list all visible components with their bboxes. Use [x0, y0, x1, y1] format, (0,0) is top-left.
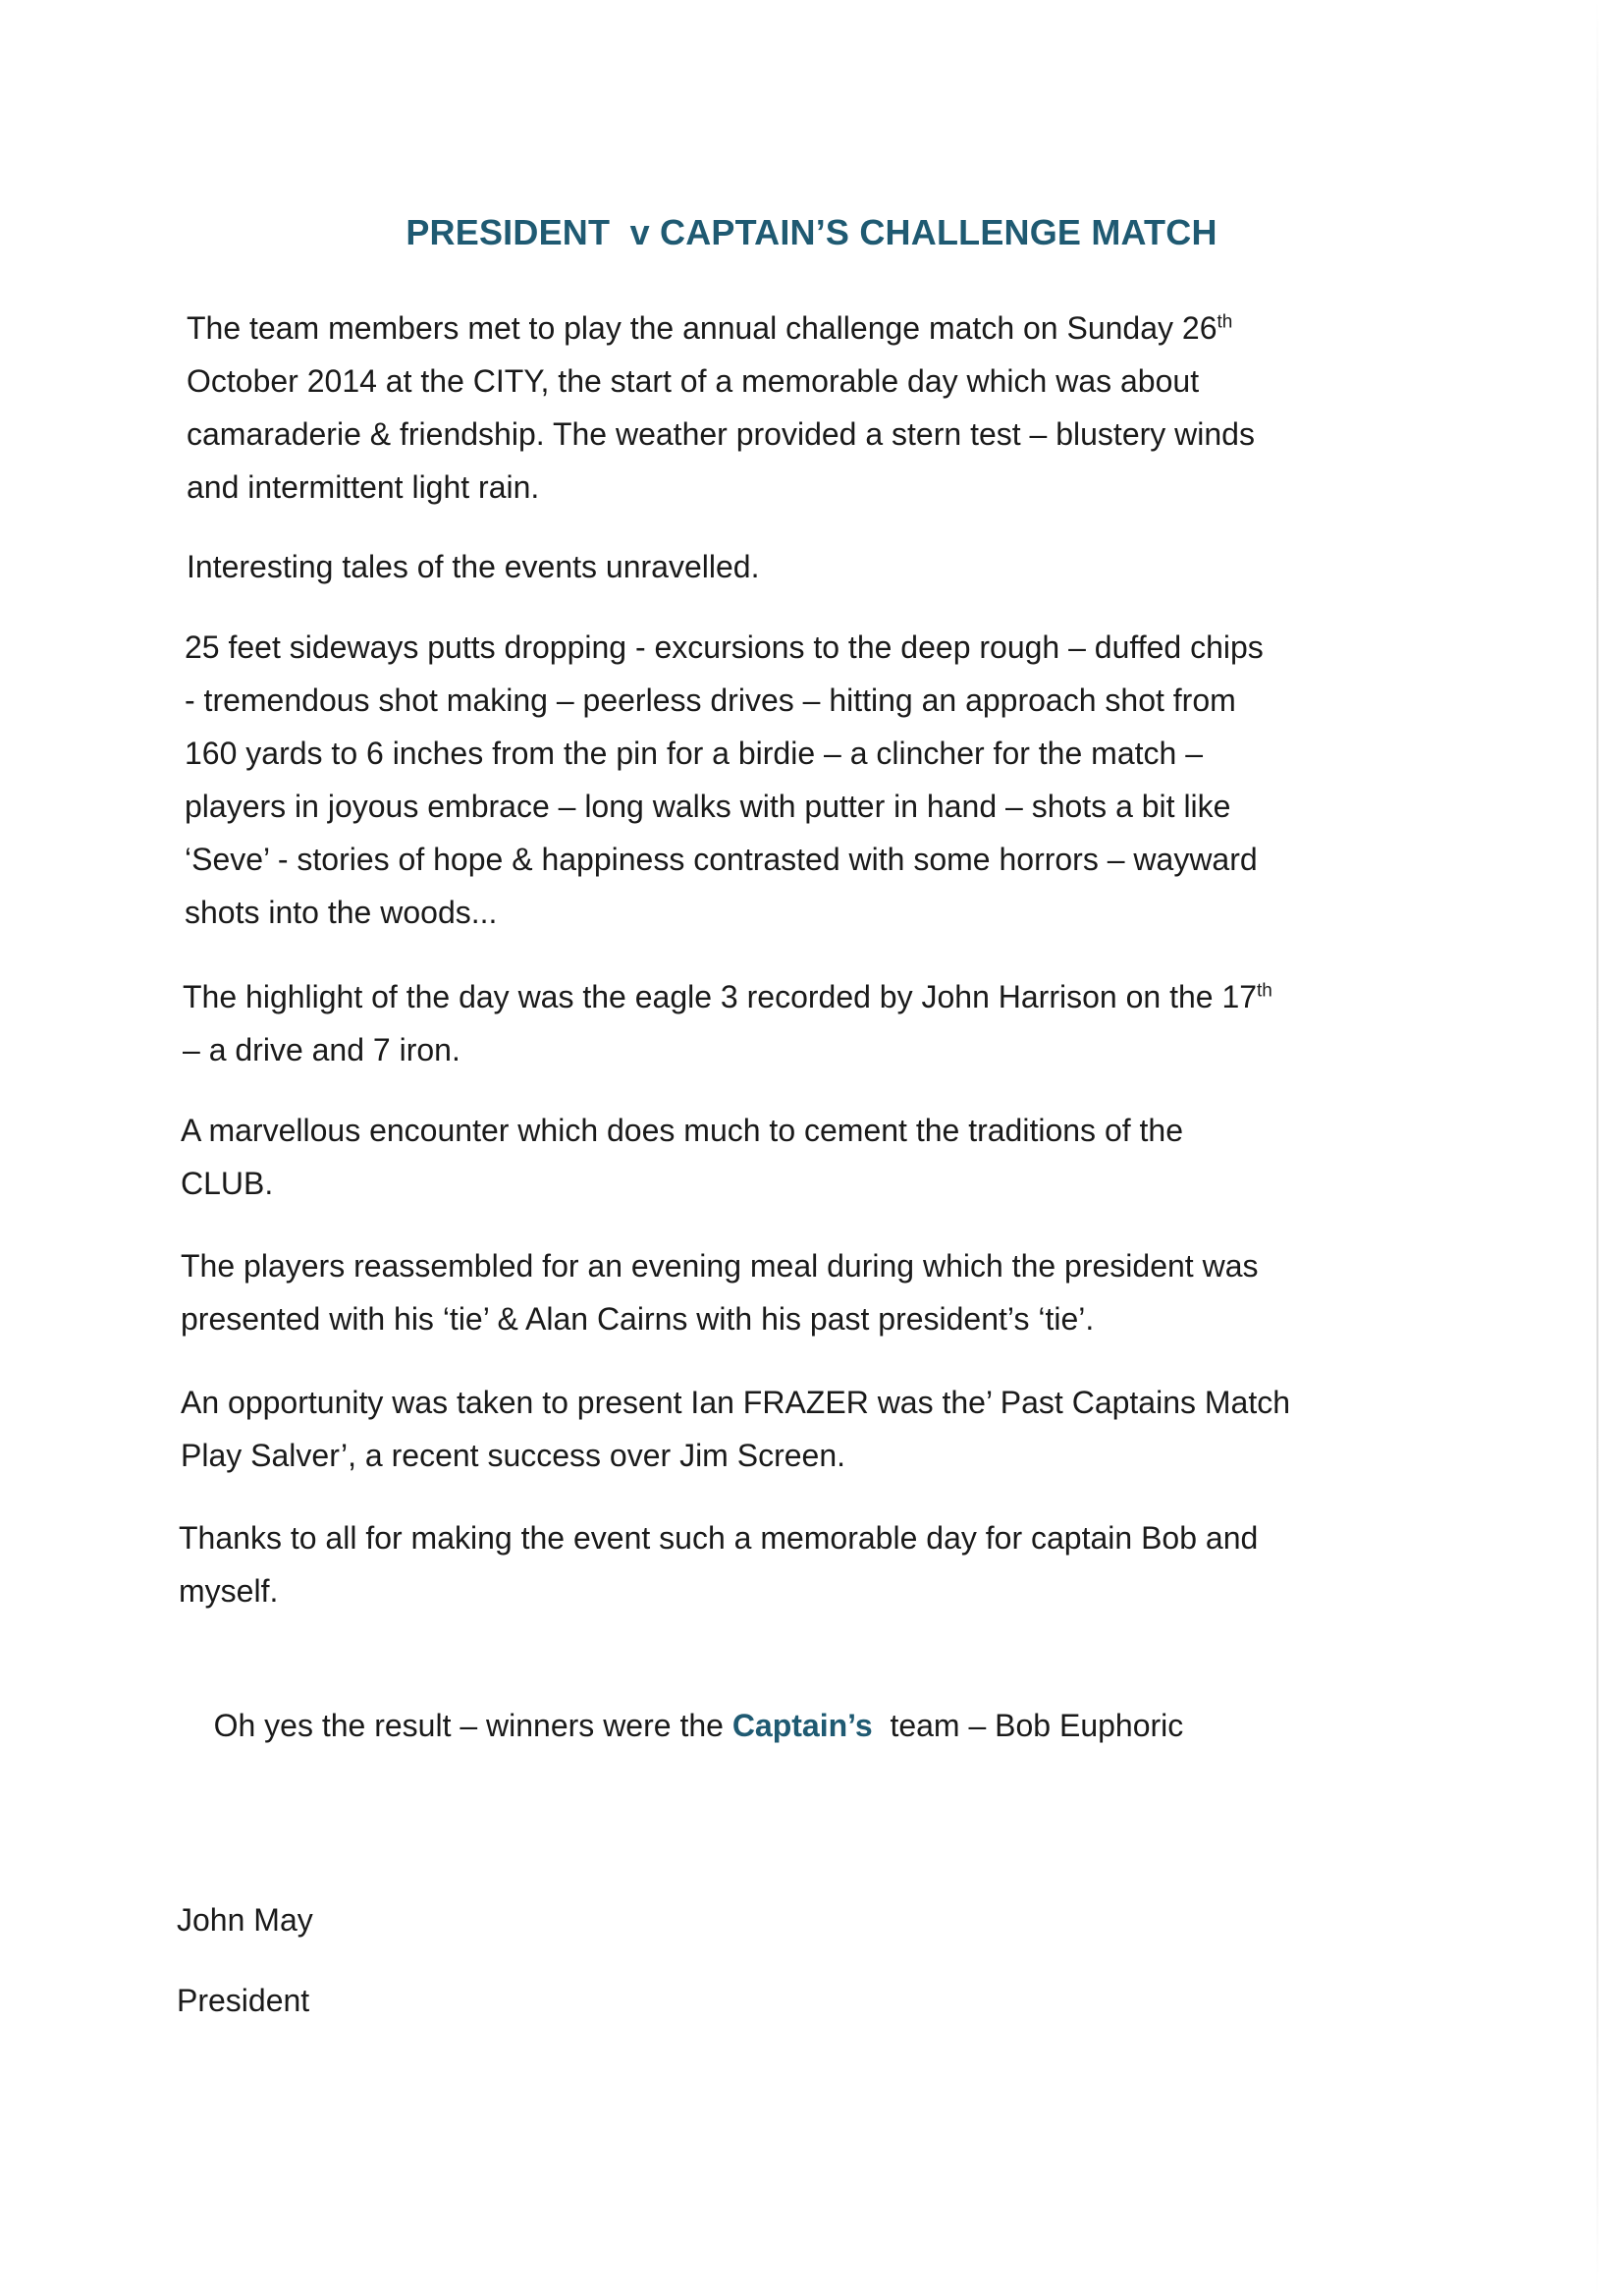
scan-edge-line	[1596, 0, 1598, 2296]
signature-role: President	[177, 1983, 310, 2018]
text-line: Play Salver’, a recent success over Jim Screen.	[181, 1438, 845, 1473]
paragraph-salver	[181, 1376, 1428, 1482]
text-line: 160 yards to 6 inches from the pin for a birdie – a clincher for the match –	[185, 736, 1203, 771]
paragraph-result: Oh yes the result – winners were the Captain’s team – Bob Euphoric	[213, 1708, 1184, 1743]
text-line: camaraderie & friendship. The weather provided a stern test – blustery winds	[187, 416, 1255, 452]
text-line: – a drive and 7 iron.	[183, 1032, 460, 1067]
ordinal-suffix: th	[1217, 311, 1233, 333]
paragraph-meal	[181, 1239, 1428, 1345]
text-line: The highlight of the day was the eagle 3 recorded by John Harrison on the 17th	[183, 979, 1272, 1014]
text-line: October 2014 at the CITY, the start of a memorable day which was about	[187, 363, 1200, 399]
text-line: Interesting tales of the events unravelled.	[187, 549, 760, 584]
text-line: A marvellous encounter which does much to cement the traditions of the	[181, 1113, 1183, 1148]
text-line: shots into the woods...	[185, 895, 498, 930]
text-line: The team members met to play the annual challenge match on Sunday 26th	[187, 310, 1233, 346]
text-line: presented with his ‘tie’ & Alan Cairns with his past president’s ‘tie’.	[181, 1301, 1095, 1337]
paragraph-tales	[187, 540, 1434, 593]
text-line: - tremendous shot making – peerless drives – hitting an approach shot from	[185, 683, 1236, 718]
paragraph-thanks	[179, 1511, 1426, 1617]
signature-name: John May	[177, 1902, 313, 1938]
ordinal-suffix: th	[1257, 980, 1272, 1002]
winning-team: Captain’s	[731, 1708, 873, 1743]
document-title: PRESIDENT v CAPTAIN’S CHALLENGE MATCH	[406, 212, 1217, 252]
text-line: CLUB.	[181, 1166, 274, 1201]
text-line: and intermittent light rain.	[187, 469, 540, 505]
paragraph-encounter	[181, 1104, 1428, 1210]
text-line: An opportunity was taken to present Ian FRAZER was the’ Past Captains Match	[181, 1385, 1291, 1420]
text-line: Thanks to all for making the event such a memorable day for captain Bob and	[179, 1520, 1259, 1556]
text-line: ‘Seve’ - stories of hope & happiness contrasted with some horrors – wayward	[185, 842, 1258, 877]
text-line: myself.	[179, 1573, 279, 1609]
text-line: 25 feet sideways putts dropping - excursions to the deep rough – duffed chips	[185, 629, 1264, 665]
paragraph-intro	[187, 301, 1434, 514]
text-line: players in joyous embrace – long walks with putter in hand – shots a bit like	[185, 789, 1231, 824]
text-line: The players reassembled for an evening meal during which the president was	[181, 1248, 1259, 1284]
paragraph-highlight	[183, 970, 1430, 1076]
paragraph-events	[185, 621, 1432, 939]
